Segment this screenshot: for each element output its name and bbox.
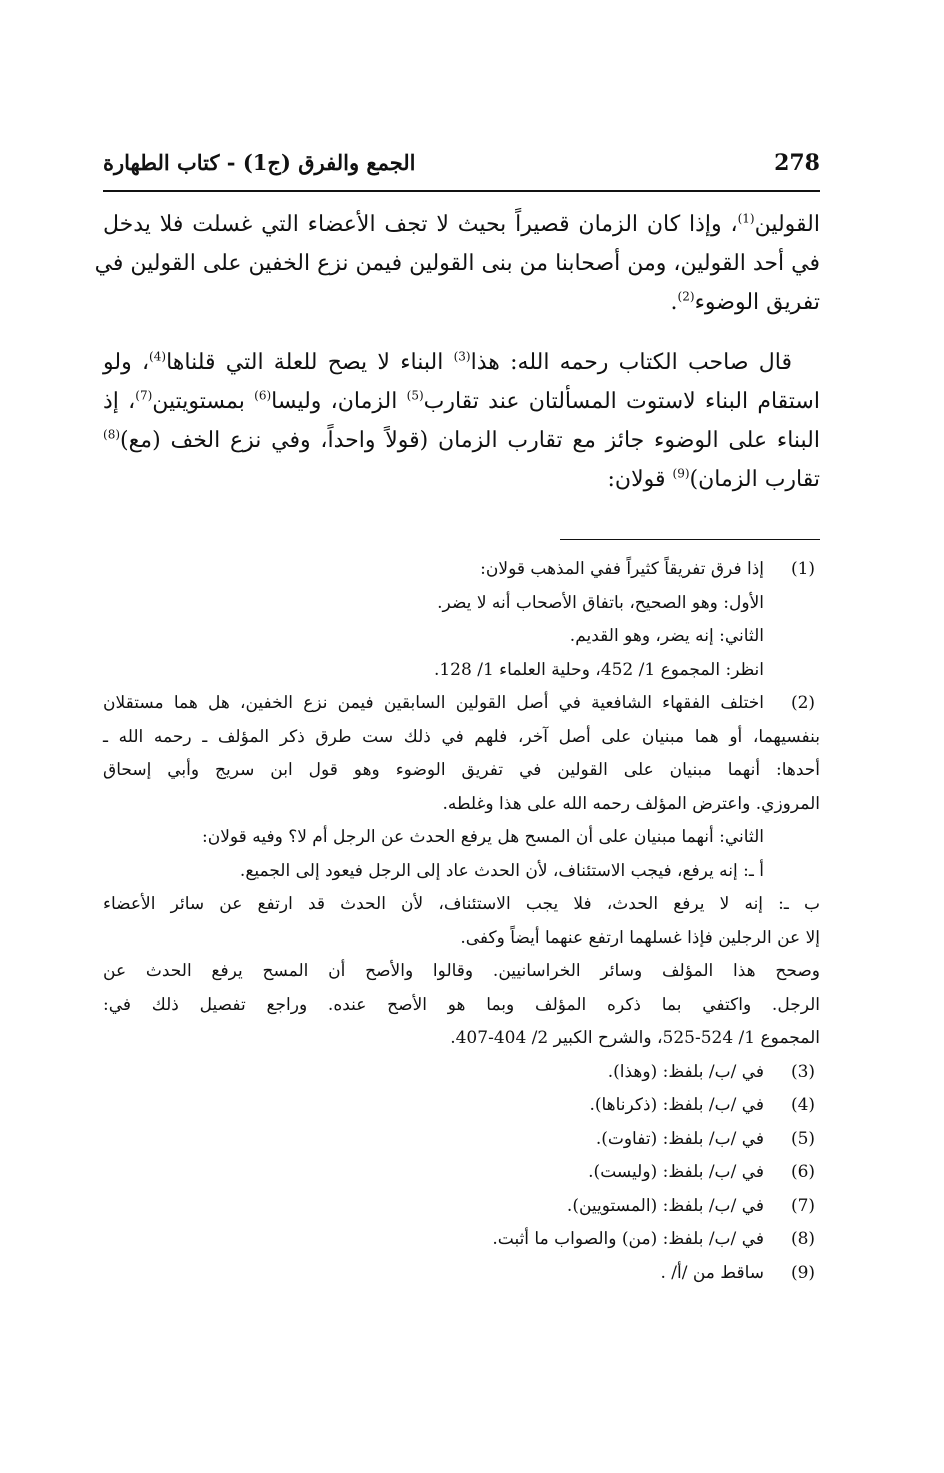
footnote-number: (8) xyxy=(790,1229,816,1249)
text-run: ، إذ xyxy=(103,389,136,414)
footnote-ref: (1) xyxy=(737,211,755,226)
footnote-divider xyxy=(560,539,820,540)
footnote-ref: (7) xyxy=(135,388,153,403)
footnote-line: اختلف الفقهاء الشافعية في أصل القولين السابقين فيمن نزع الخفين، هل هما مستقلان xyxy=(103,693,764,713)
text-line xyxy=(103,205,820,244)
footnote-6 xyxy=(103,1156,820,1190)
text-line xyxy=(103,343,820,382)
footnote-line: ب ـ: إنه لا يرفع الحدث، فلا يجب الاستئناف، لأن الحدث قد ارتفع عن سائر الأعضاء xyxy=(103,894,820,914)
footnote-ref: (4) xyxy=(149,349,167,364)
text-run: قال صاحب الكتاب رحمه الله: هذا xyxy=(470,350,792,375)
footnote-ref: (9) xyxy=(672,466,690,481)
footnote-line: أ ـ: إنه يرفع، فيجب الاستئناف، لأن الحدث عاد إلى الرجل فيعود إلى الجميع. xyxy=(239,860,764,881)
text-line xyxy=(103,460,820,499)
footnote-number: (1) xyxy=(790,559,816,579)
header-divider xyxy=(103,190,820,192)
footnote-line: في /ب/ بلفظ: (تفاوت). xyxy=(595,1128,764,1149)
text-line xyxy=(103,382,820,421)
footnote-ref: (6) xyxy=(254,388,272,403)
footnote-number: (9) xyxy=(790,1262,816,1283)
text-run: ، ولو xyxy=(103,350,150,375)
footnote-number: (7) xyxy=(790,1195,816,1216)
footnote-line: الرجل. واكتفي بما ذكره المؤلف وبما هو الأصح عنده. وراجع تفصيل ذلك في: xyxy=(103,994,820,1015)
footnote-1 xyxy=(103,553,820,687)
footnote-line: إلا عن الرجلين فإذا غسلهما ارتفع عنهما أيضاً وكفى. xyxy=(460,927,820,948)
footnote-line: الثاني: إنه يضر، وهو القديم. xyxy=(569,626,764,646)
text-line xyxy=(103,421,820,460)
footnote-line: ساقط من /أ/ . xyxy=(660,1262,764,1283)
text-run: قولان: xyxy=(607,467,673,492)
footnote-5 xyxy=(103,1123,820,1157)
text-run: البناء لا يصح للعلة التي قلناها xyxy=(166,350,454,375)
footnote-8 xyxy=(103,1223,820,1257)
footnotes xyxy=(103,553,820,1290)
footnote-line: المروزي. واعترض المؤلف رحمه الله على هذا وغلطه. xyxy=(442,793,820,814)
footnote-4 xyxy=(103,1089,820,1123)
footnote-line: في /ب/ بلفظ: (وهذا). xyxy=(607,1061,764,1082)
footnote-number: (5) xyxy=(790,1128,816,1149)
text-run: استقام البناء لاستوت المسألتان عند تقارب xyxy=(423,389,820,414)
footnote-ref: (3) xyxy=(453,349,471,364)
footnote-2-body xyxy=(103,821,820,888)
text-run: البناء على الوضوء جائز مع تقارب الزمان (قولاً واحداً، وفي نزع الخف (مع) xyxy=(120,428,820,453)
footnote-line: في /ب/ بلفظ: (وليست). xyxy=(588,1162,764,1182)
footnote-2-body xyxy=(103,687,820,721)
footnote-2 xyxy=(103,687,820,1056)
page-number: 278 xyxy=(774,150,820,176)
running-title: الجمع والفرق (ج1) - كتاب الطهارة xyxy=(103,150,416,175)
footnote-line: المجموع 1/ 524-525، والشرح الكبير 2/ 404-407. xyxy=(450,1028,820,1048)
text-run: بمستويتين xyxy=(152,389,255,414)
footnote-ref: (8) xyxy=(103,427,121,442)
main-text xyxy=(94,205,820,499)
footnote-3 xyxy=(103,1056,820,1090)
text-run: القولين xyxy=(754,212,820,237)
paragraph-2 xyxy=(103,343,820,499)
text-line xyxy=(103,283,820,322)
footnote-7 xyxy=(103,1190,820,1224)
footnote-line: إذا فرق تفريقاً كثيراً ففي المذهب قولان: xyxy=(480,559,764,579)
footnote-9 xyxy=(103,1257,820,1291)
footnote-line: الثاني: أنهما مبنيان على أن المسح هل يرفع الحدث عن الرجل أم لا؟ وفيه قولان: xyxy=(201,827,764,847)
footnote-line: في /ب/ بلفظ: (ذكرناها). xyxy=(589,1095,764,1115)
footnote-line: انظر: المجموع 1/ 452، وحلية العلماء 1/ 128. xyxy=(433,659,764,680)
text-run: تفريق الوضوء xyxy=(694,290,820,315)
footnote-ref: (5) xyxy=(406,388,424,403)
footnote-line: في /ب/ بلفظ: (المستويين). xyxy=(566,1195,764,1216)
footnote-line: أحدها: أنهما مبنيان على القولين في تفريق الوضوء وهو قول ابن سريج وأبي إسحاق xyxy=(103,760,820,780)
text-run: تقارب الزمان) xyxy=(689,467,820,492)
text-run: ، وإذا كان الزمان قصيراً بحيث لا تجف الأعضاء التي غسلت فلا يدخل xyxy=(103,212,738,237)
paragraph-1 xyxy=(94,205,820,322)
footnote-line: بنفسيهما، أو هما مبنيان على أصل آخر، فلهم في ذلك ست طرق ذكر المؤلف ـ رحمه الله ـ xyxy=(103,726,820,747)
footnote-line: الأول: وهو الصحيح، باتفاق الأصحاب أنه لا يضر. xyxy=(437,592,764,613)
text-line: في أحد القولين، ومن أصحابنا من بنى القولين فيمن نزع الخفين على القولين في xyxy=(94,251,820,276)
page-header xyxy=(103,148,820,188)
footnote-number: (2) xyxy=(790,693,816,713)
text-run: الزمان، وليسا xyxy=(271,389,407,414)
footnote-ref: (2) xyxy=(677,289,695,304)
footnote-line: في /ب/ بلفظ: (من) والصواب ما أثبت. xyxy=(492,1229,764,1249)
footnote-line: وصحح هذا المؤلف وسائر الخراسانيين. وقالوا والأصح أن المسح يرفع الحدث عن xyxy=(103,961,820,981)
text-run: . xyxy=(670,290,678,315)
footnote-number: (6) xyxy=(790,1162,816,1182)
footnote-number: (3) xyxy=(790,1061,816,1082)
footnote-number: (4) xyxy=(790,1095,816,1115)
